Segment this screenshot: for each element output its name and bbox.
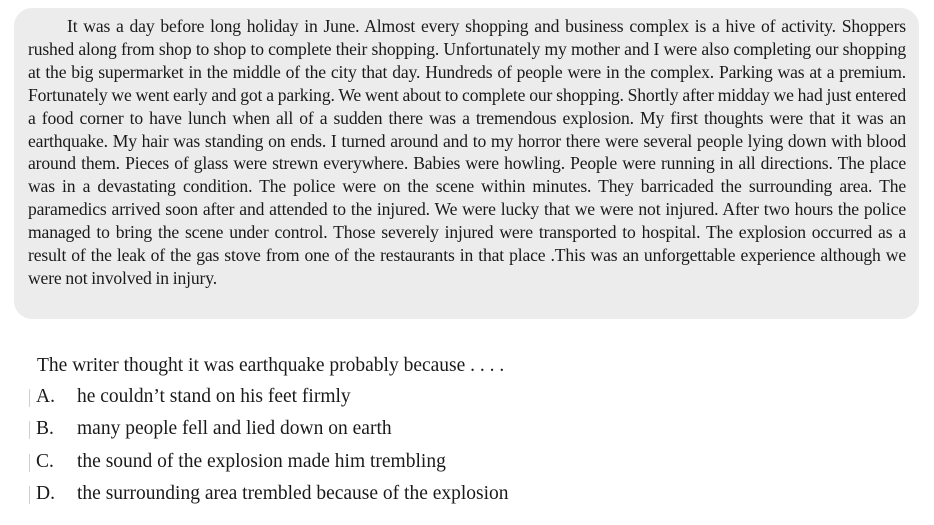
question-stem: The writer thought it was earthquake probably because . . . . <box>37 355 505 376</box>
option-text: the surrounding area trembled because of the explosion <box>77 482 509 504</box>
option-text: many people fell and lied down on earth <box>77 418 392 440</box>
answer-options <box>29 384 889 513</box>
reading-passage-box <box>14 8 919 319</box>
answer-option-a[interactable] <box>29 384 889 416</box>
answer-option-d[interactable] <box>29 481 889 513</box>
answer-option-b[interactable] <box>29 416 889 448</box>
option-letter: C. <box>36 450 54 472</box>
option-letter: D. <box>36 482 55 504</box>
option-text: the sound of the explosion made him trembling <box>77 450 446 472</box>
option-letter: A. <box>36 386 55 407</box>
reading-passage-text: It was a day before long holiday in June. Almost every shopping and business complex is a hive of activity. Shoppers rushed along from shop to shop to complete their shopping. Unfortunately my mother and I were also completing our shopping at the big supermarket in the middle of the city that day. Hundreds of people were in the complex. Parking was at a premium. Fortunately we went early and got a parking. We went about to complete our shopping. Shortly after midday we had just entered a food corner to have lunch when all of a sudden there was a tremendous explosion. My first thoughts were that it was an earthquake. My hair was standing on ends. I turned around and to my horror there were several people lying down with blood around them. Pieces of glass were strewn everywhere. Babies were howling. People were running in all directions. The place was in a devastating condition. The police were on the scene within minutes. They barricaded the surrounding area. The paramedics arrived soon after and attended to the injured. We were lucky that we were not injured. After two hours the police managed to bring the scene under control. Those severely injured were transported to hospital. The explosion occurred as a result of the leak of the gas stove from one of the restaurants in that place .This was an unforgettable experience although we were not involved in injury. <box>28 16 906 288</box>
option-marker <box>29 454 30 472</box>
option-marker <box>29 421 30 439</box>
option-text: he couldn’t stand on his feet firmly <box>77 386 351 407</box>
option-marker <box>29 486 30 504</box>
option-letter: B. <box>36 418 54 440</box>
option-marker <box>29 389 30 407</box>
answer-option-c[interactable] <box>29 449 889 481</box>
